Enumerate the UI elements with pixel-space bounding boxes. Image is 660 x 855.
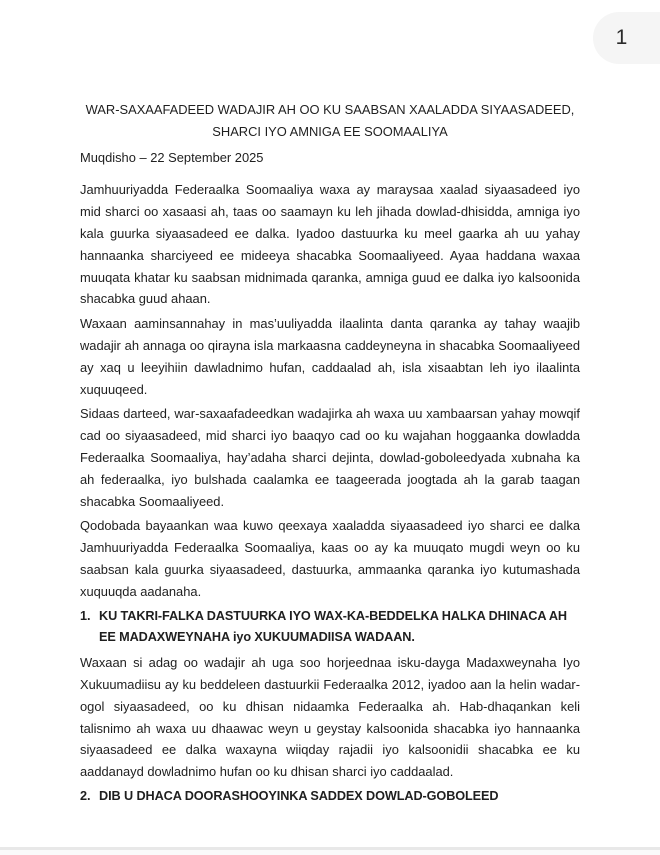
page-number: 1 [615, 26, 628, 49]
page-bottom-edge [0, 847, 660, 855]
paragraph-4: Qodobada bayaankan waa kuwo qeexaya xaaladda siyaasadeed iyo sharci ee dalka Jamhuuriyadda Federaalka Soomaaliya, kaas oo ay ka muuqato mugdi weyn oo ku saabsan kala guurka siyaasadeed, dastuurka, ammaanka qaranka iyo kutumashada xuquuqda aadanaha. [80, 518, 580, 599]
paragraph-3: Sidaas darteed, war-saxaafadeedkan wadajirka ah waxa uu xambaarsan yahay mowqif cad oo siyaasadeed, mid sharci iyo baaqyo cad oo ku wajahan hoggaanka dowladda Federaalka Soomaaliya, hay’adaha sharci dejinta, dowlad-goboleedyada xubnaha ka ah federaalka, iyo bulshada caalamka ee taageerada joogtada ah la garab taagan shacabka Soomaaliyeed. [80, 406, 580, 509]
section-1-number: 1. [80, 608, 91, 623]
section-1-title: KU TAKRI-FALKA DASTUURKA IYO WAX-KA-BEDDELKA HALKA DHINACA AH EE MADAXWEYNAHA iyo XUKUUMADIISA WADAAN. [99, 608, 567, 645]
page-number-badge [593, 12, 660, 64]
document-title [80, 99, 580, 143]
section-2-number: 2. [80, 788, 91, 803]
section-2-title: DIB U DHACA DOORASHOOYINKA SADDEX DOWLAD-GOBOLEED [99, 788, 499, 803]
paragraph-2: Waxaan aaminsannahay in mas’uuliyadda ilaalinta danta qaranka ay tahay waajib wadajir ah annaga oo qirayna isla markaasna caddeyneyna in shacabka Soomaaliyeed ay xaq u leeyihiin dawladnimo hufan, caddaalad ah, isla xisaabtan leh iyo ilaalinta xuquuqeed. [80, 316, 580, 397]
paragraph-1: Jamhuuriyadda Federaalka Soomaaliya waxa ay maraysaa xaalad siyaasadeed iyo mid sharci oo xasaasi ah, taas oo saamayn ku leh jihada dowlad-dhisidda, amniga iyo kala guurka siyaasadeed ee dalka. Iyadoo dastuurka ku meel gaarka ah uu yahay hannaanka sharciyeed ee mideeya shacabka Soomaaliyeed. Ayaa haddana waxaa muuqata khatar ku saabsan midnimada qaranka, amniga guud ee dalka iyo kalsoonida shacabka guud ahaan. [80, 182, 580, 307]
dateline: Muqdisho – 22 September 2025 [80, 149, 264, 165]
section-1-paragraph: Waxaan si adag oo wadajir ah uga soo horjeednaa isku-dayga Madaxweynaha Iyo Xukuumadiisu ay ku beddeleen dastuurkii Federaalka 2012, iyadoo aan la helin wadar-ogol siyaasadeed, oo ku dhisan nidaamka Federaalka ah. Hab-dhaqankan keli talisnimo ah waxa uu dhaawac weyn u geystay kalsoonida shacabka iyo hannaanka siyaasadeed ee dalka waxayna wiiqday rajadii iyo kalsoonidii shacabka ee ku aaddanayd dowladnimo hufan oo ku dhisan sharci iyo caddaalad. [80, 655, 580, 780]
document-title-line-1: WAR-SAXAAFADEED WADAJIR AH OO KU SAABSAN XAALADDA SIYAASADEED, [85, 102, 575, 117]
section-1-heading [80, 606, 580, 650]
section-2-heading [80, 786, 580, 808]
document-title-line-2: SHARCI IYO AMNIGA EE SOOMAALIYA [212, 123, 448, 139]
